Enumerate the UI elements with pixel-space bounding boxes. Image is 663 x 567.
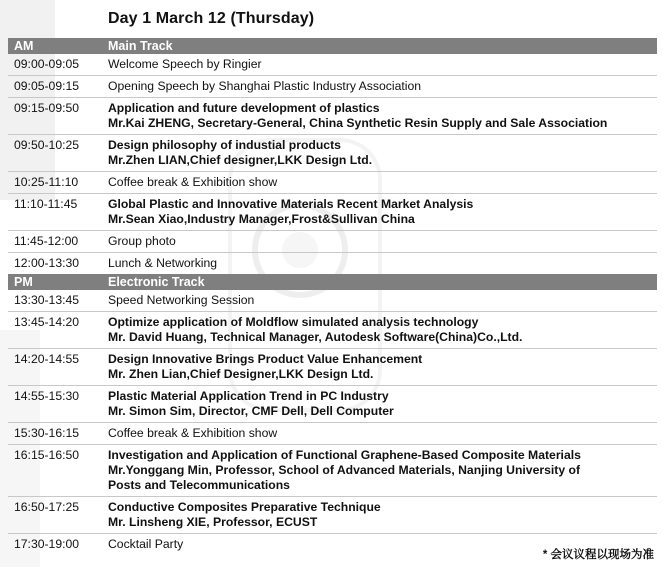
session-time: 11:10-11:45 — [14, 197, 78, 211]
session-details — [108, 389, 657, 419]
agenda-row — [8, 231, 657, 252]
session-title: Global Plastic and Innovative Materials Recent Market Analysis — [108, 197, 474, 211]
session-details — [108, 175, 657, 190]
session-title: Coffee break & Exhibition show — [108, 426, 278, 440]
session-time: 15:30-16:15 — [14, 426, 80, 440]
session-title: Group photo — [108, 234, 176, 248]
session-speaker: Mr.Kai ZHENG, Secretary-General, China Synthetic Resin Supply and Sale Association — [108, 116, 608, 130]
session-time: 12:00-13:30 — [14, 256, 80, 270]
agenda-row — [8, 445, 657, 496]
session-details — [108, 448, 657, 493]
session-speaker: Mr.Sean Xiao,Industry Manager,Frost&Sullivan China — [108, 212, 415, 226]
session-title: Design philosophy of industial products — [108, 138, 341, 152]
agenda-row — [8, 312, 657, 348]
session-details — [108, 256, 657, 271]
session-time: 09:05-09:15 — [14, 79, 80, 93]
session-details — [108, 352, 657, 382]
session-speaker: Mr. Linsheng XIE, Professor, ECUST — [108, 515, 318, 529]
session-title: Welcome Speech by Ringier — [108, 57, 262, 71]
session-time: 13:45-14:20 — [14, 315, 80, 329]
agenda-row — [8, 194, 657, 230]
session-speaker: Mr. Zhen Lian,Chief Designer,LKK Design Ltd. — [108, 367, 374, 381]
session-speaker: Mr.Zhen LIAN,Chief designer,LKK Design Ltd. — [108, 153, 373, 167]
session-title: Lunch & Networking — [108, 256, 218, 270]
session-details — [108, 79, 657, 94]
session-time: 09:00-09:05 — [14, 57, 80, 71]
session-title: Investigation and Application of Functional Graphene-Based Composite Materials — [108, 448, 581, 462]
session-time: 11:45-12:00 — [14, 234, 79, 248]
agenda-row — [8, 54, 657, 75]
session-time: 09:15-09:50 — [14, 101, 80, 115]
pm-rows — [8, 290, 657, 555]
day-title: Day 1 March 12 (Thursday) — [108, 10, 315, 27]
session-title: Cocktail Party — [108, 537, 184, 551]
session-speaker: Mr. David Huang, Technical Manager, Autodesk Software(China)Co.,Ltd. — [108, 330, 523, 344]
session-speaker: Posts and Telecommunications — [108, 478, 290, 492]
session-details — [108, 500, 657, 530]
session-title: Opening Speech by Shanghai Plastic Industry Association — [108, 79, 422, 93]
session-time: 14:20-14:55 — [14, 352, 80, 366]
footnote: * 会议议程以现场为准 — [542, 549, 654, 561]
session-time: 13:30-13:45 — [14, 293, 80, 307]
session-time: 10:25-11:10 — [14, 175, 79, 189]
session-time: 17:30-19:00 — [14, 537, 80, 551]
agenda-row — [8, 349, 657, 385]
agenda-row — [8, 497, 657, 533]
session-time: 09:50-10:25 — [14, 138, 80, 152]
pm-header-track: Electronic Track — [108, 275, 205, 289]
session-details — [108, 234, 657, 249]
agenda-row — [8, 386, 657, 422]
session-details — [108, 197, 657, 227]
am-header-track: Main Track — [108, 39, 173, 53]
am-header-period: AM — [14, 39, 34, 53]
am-header — [8, 38, 657, 54]
session-title: Speed Networking Session — [108, 293, 255, 307]
agenda-table — [8, 38, 657, 555]
session-details — [108, 138, 657, 168]
session-time: 14:55-15:30 — [14, 389, 80, 403]
agenda-row — [8, 423, 657, 444]
session-details — [108, 426, 657, 441]
session-title: Conductive Composites Preparative Technique — [108, 500, 381, 514]
session-time: 16:50-17:25 — [14, 500, 80, 514]
agenda-row — [8, 172, 657, 193]
session-title: Optimize application of Moldflow simulated analysis technology — [108, 315, 479, 329]
session-details — [108, 315, 657, 345]
session-details — [108, 293, 657, 308]
am-rows — [8, 54, 657, 274]
session-details — [108, 101, 657, 131]
agenda-row — [8, 98, 657, 134]
session-title: Plastic Material Application Trend in PC Industry — [108, 389, 389, 403]
session-speaker: Mr.Yonggang Min, Professor, School of Advanced Materials, Nanjing University of — [108, 463, 581, 477]
session-speaker: Mr. Simon Sim, Director, CMF Dell, Dell Computer — [108, 404, 394, 418]
session-title: Design Innovative Brings Product Value Enhancement — [108, 352, 423, 366]
session-title: Application and future development of plastics — [108, 101, 380, 115]
session-details — [108, 57, 657, 72]
agenda-row — [8, 76, 657, 97]
agenda-row — [8, 135, 657, 171]
session-title: Coffee break & Exhibition show — [108, 175, 278, 189]
pm-header-period: PM — [14, 275, 33, 289]
agenda-row — [8, 253, 657, 274]
session-time: 16:15-16:50 — [14, 448, 80, 462]
pm-header — [8, 274, 657, 290]
agenda-row — [8, 290, 657, 311]
